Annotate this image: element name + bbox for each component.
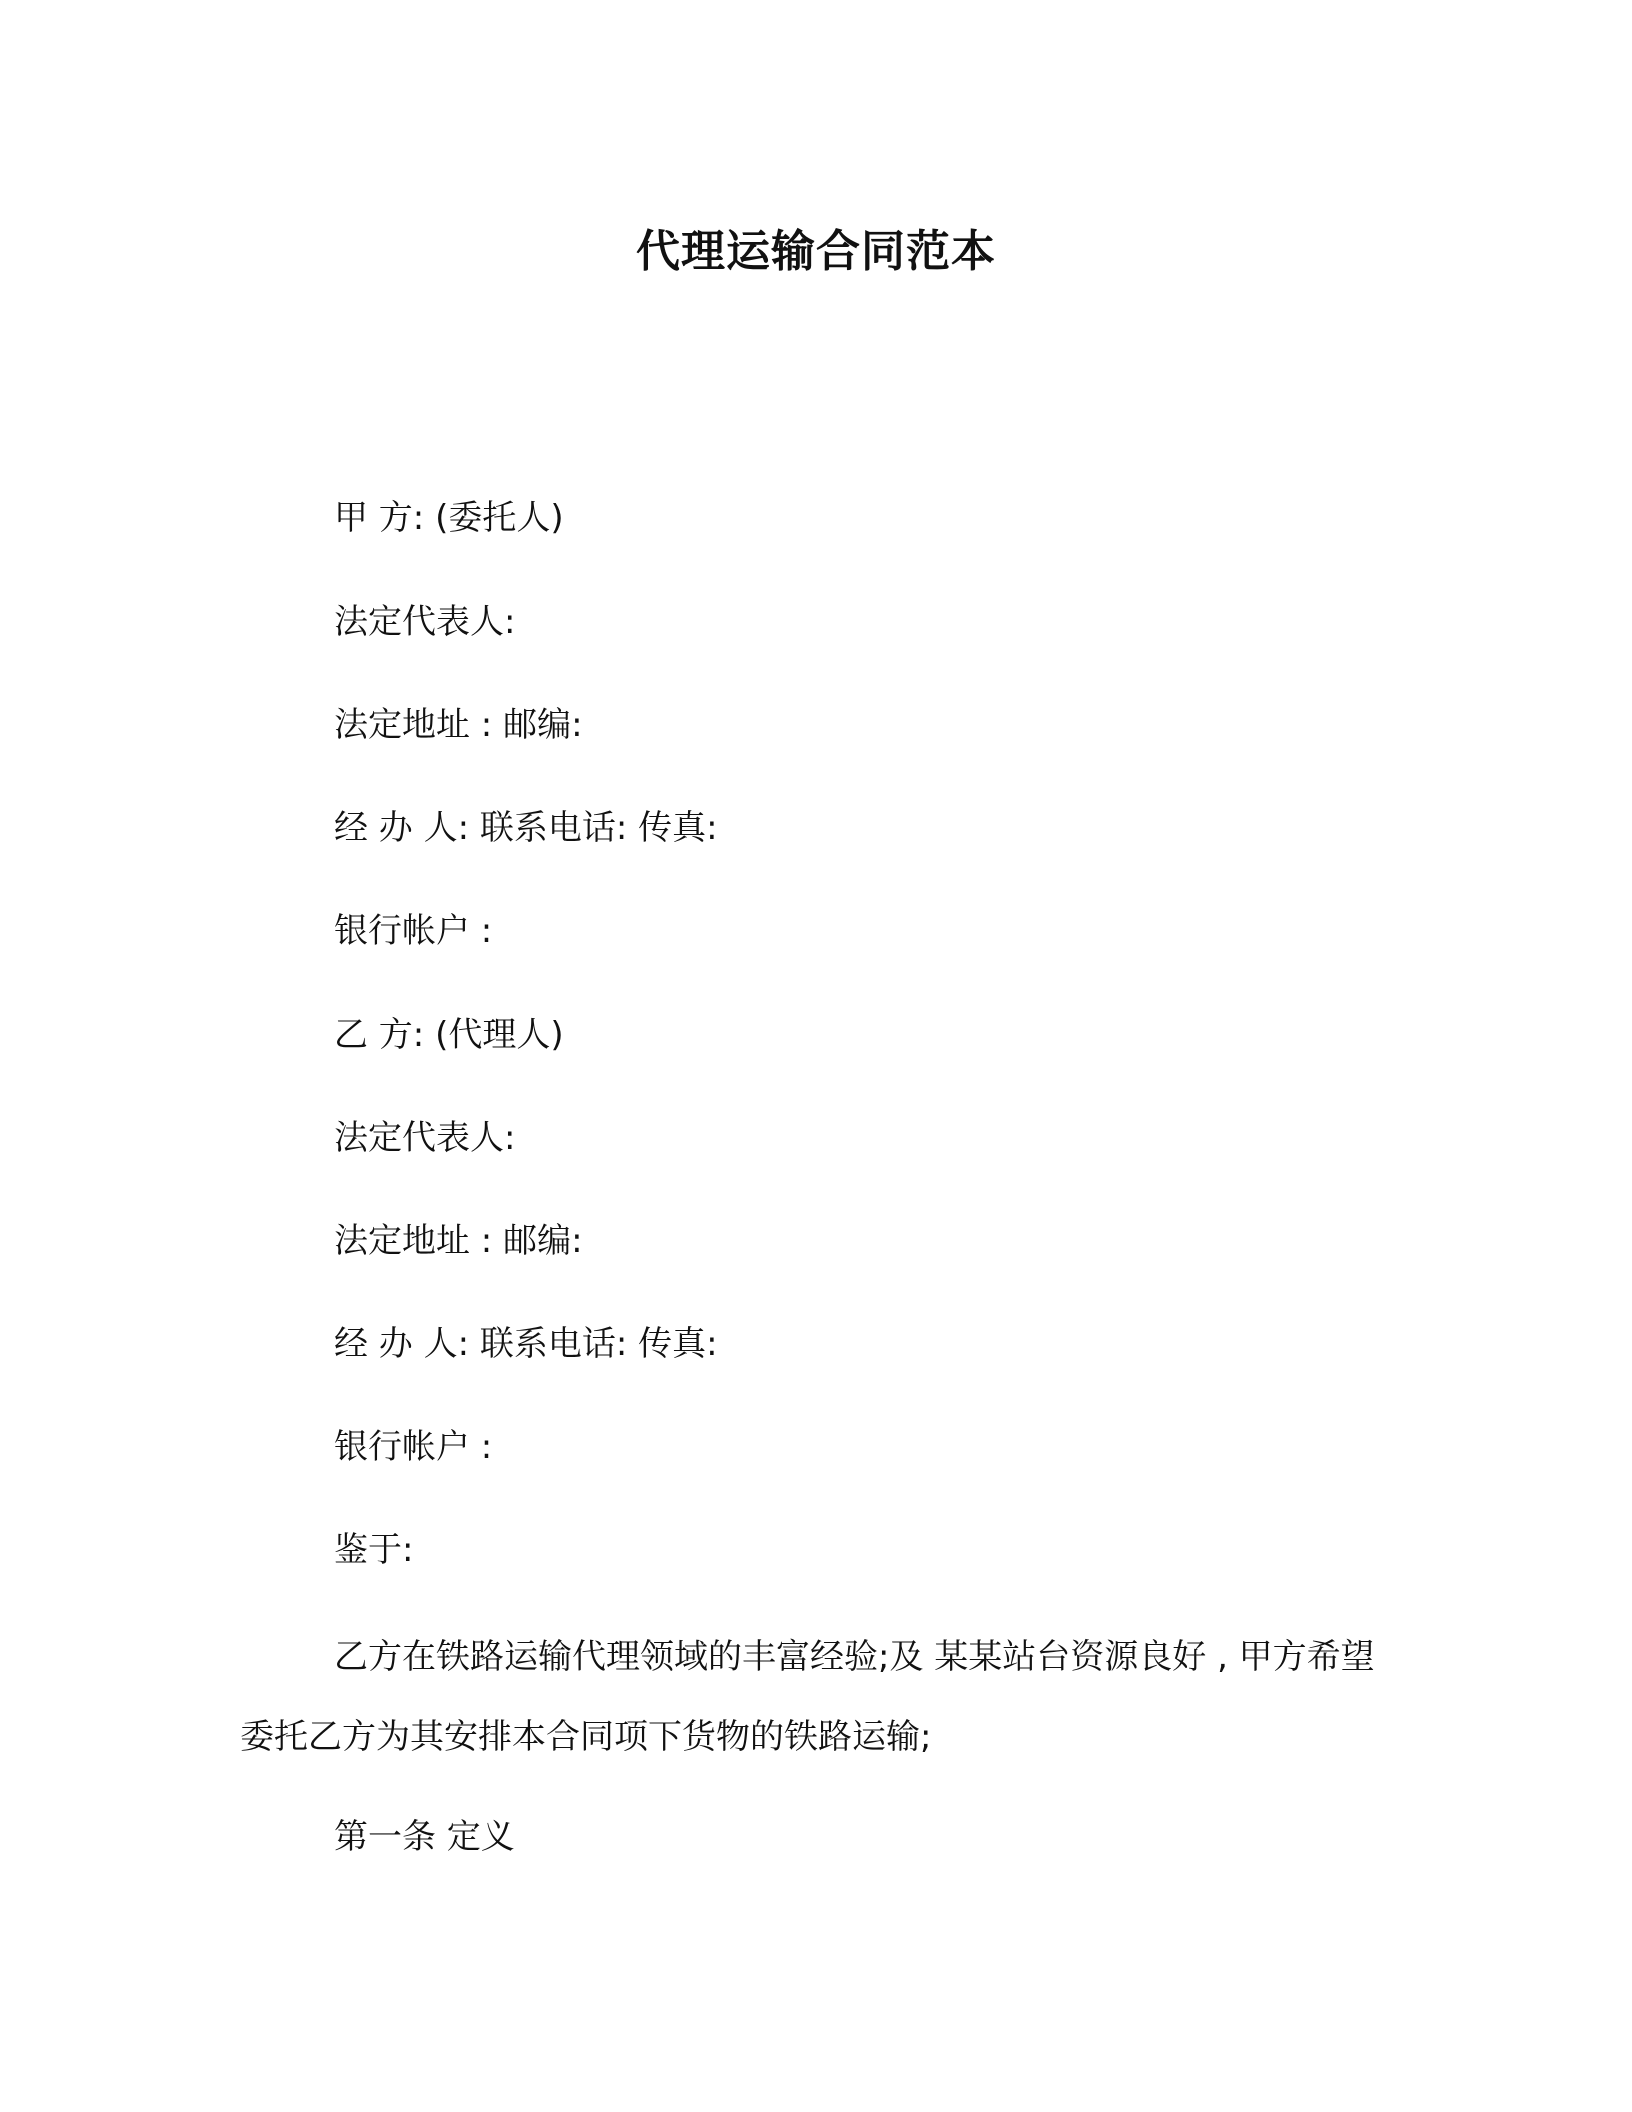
article-1-heading: 第一条 定义 — [334, 1817, 515, 1857]
document-title: 代理运输合同范本 — [636, 226, 996, 277]
party-a-bank-account: 银行帐户 : — [334, 911, 493, 951]
party-a-legal-address: 法定地址 : 邮编: — [334, 705, 583, 745]
party-a-handler: 经 办 人: 联系电话: 传真: — [334, 808, 718, 848]
party-b-legal-address: 法定地址 : 邮编: — [334, 1221, 583, 1261]
party-a-line: 甲 方: (委托人) — [334, 498, 564, 538]
party-b-handler: 经 办 人: 联系电话: 传真: — [334, 1324, 718, 1364]
party-b-line: 乙 方: (代理人) — [334, 1015, 564, 1055]
whereas-label: 鉴于: — [334, 1530, 414, 1570]
whereas-paragraph: 乙方在铁路运输代理领域的丰富经验;及 某某站台资源良好 , 甲方希望委托乙方为其安排本合同项下货物的铁路运输; — [240, 1637, 1375, 1757]
party-b-bank-account: 银行帐户 : — [334, 1427, 493, 1467]
party-a-legal-rep: 法定代表人: — [334, 602, 516, 642]
party-b-legal-rep: 法定代表人: — [334, 1118, 516, 1158]
